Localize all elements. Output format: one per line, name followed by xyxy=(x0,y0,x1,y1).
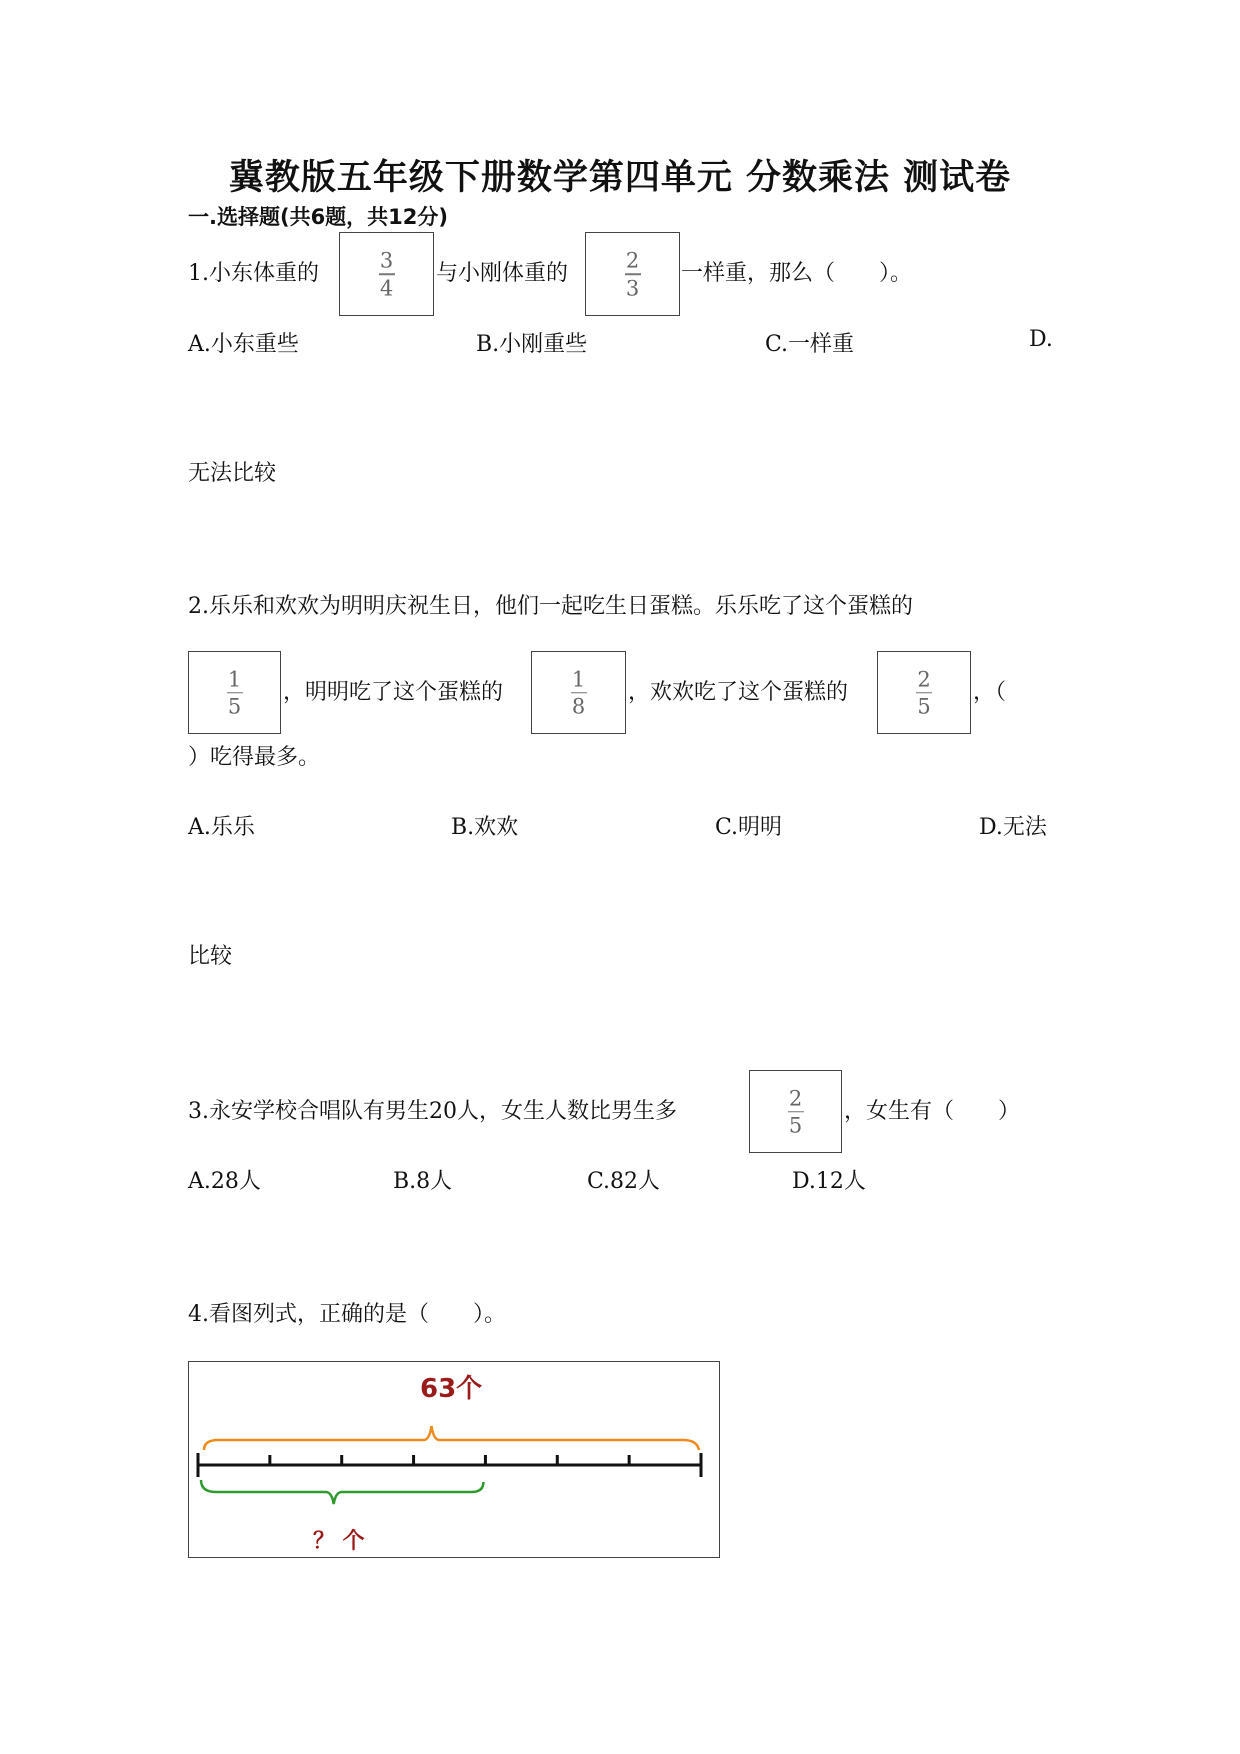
q3-suffix: ，女生有（ ） xyxy=(844,1099,1021,1124)
fraction-bar xyxy=(625,273,641,275)
section-heading: 一.选择题(共6题，共12分) xyxy=(188,205,449,229)
q1-option-b[interactable]: B.小刚重些 xyxy=(476,332,588,357)
fraction-numerator: 2 xyxy=(917,666,931,691)
fraction-bar xyxy=(788,1111,804,1113)
q2-mid-2: ，欢欢吃了这个蛋糕的 xyxy=(628,680,849,705)
q3-fraction-box xyxy=(749,1070,842,1153)
q2-tail: ，（ xyxy=(973,680,1007,705)
q2-option-b[interactable]: B.欢欢 xyxy=(451,815,519,840)
fraction-numerator: 1 xyxy=(571,666,586,691)
fraction-denominator: 5 xyxy=(788,1113,803,1138)
fraction-numerator: 2 xyxy=(625,248,640,273)
q1-option-d[interactable]: D. xyxy=(1029,327,1053,352)
q2-fraction-box-1 xyxy=(188,651,281,734)
part-brace xyxy=(201,1480,483,1504)
q3-option-d[interactable]: D.12人 xyxy=(792,1169,866,1194)
total-label: 63个 xyxy=(420,1374,483,1404)
q2-line-1: 2.乐乐和欢欢为明明庆祝生日，他们一起吃生日蛋糕。乐乐吃了这个蛋糕的 xyxy=(188,594,913,619)
q2-option-d[interactable]: D.无法 xyxy=(979,815,1047,840)
total-brace xyxy=(204,1426,699,1450)
fraction-denominator: 4 xyxy=(379,275,394,300)
part-label: ？ 个 xyxy=(313,1529,365,1554)
q2-option-c[interactable]: C.明明 xyxy=(715,815,783,840)
q1-fraction-box-2 xyxy=(585,232,680,316)
fraction-bar xyxy=(379,273,395,275)
segment-diagram-svg xyxy=(189,1362,718,1556)
q1-fraction-box-1 xyxy=(339,232,434,316)
fraction-numerator: 1 xyxy=(227,666,242,691)
fraction-bar xyxy=(227,692,243,694)
fraction-bar xyxy=(571,692,587,694)
q1-prefix: 1.小东体重的 xyxy=(188,261,319,286)
q3-prefix: 3.永安学校合唱队有男生20人，女生人数比男生多 xyxy=(188,1099,677,1124)
q2-mid-1: ，明明吃了这个蛋糕的 xyxy=(283,680,504,705)
q4-diagram xyxy=(188,1361,720,1558)
q3-option-b[interactable]: B.8人 xyxy=(393,1169,453,1194)
q2-line-3: ）吃得最多。 xyxy=(188,745,321,770)
q3-option-a[interactable]: A.28人 xyxy=(188,1169,261,1194)
q1-suffix: 一样重，那么（ ）。 xyxy=(681,261,913,286)
fraction-bar xyxy=(916,692,932,694)
fraction-numerator: 2 xyxy=(788,1085,803,1110)
q2-option-d-continued[interactable]: 比较 xyxy=(188,944,233,969)
q1-option-a[interactable]: A.小东重些 xyxy=(188,332,299,357)
q1-option-d-continued[interactable]: 无法比较 xyxy=(188,461,277,486)
page-title: 冀教版五年级下册数学第四单元 分数乘法 测试卷 xyxy=(228,158,1012,198)
q4-stem: 4.看图列式，正确的是（ ）。 xyxy=(188,1302,506,1327)
fraction-denominator: 3 xyxy=(625,275,640,300)
q1-option-c[interactable]: C.一样重 xyxy=(765,332,855,357)
fraction-denominator: 5 xyxy=(227,694,242,719)
q3-option-c[interactable]: C.82人 xyxy=(587,1169,661,1194)
q1-middle: 与小刚体重的 xyxy=(436,261,569,286)
fraction-numerator: 3 xyxy=(379,248,394,273)
q2-fraction-box-2 xyxy=(531,651,626,734)
q2-option-a[interactable]: A.乐乐 xyxy=(188,815,255,840)
fraction-denominator: 8 xyxy=(571,694,586,719)
q2-fraction-box-3 xyxy=(877,651,971,734)
fraction-denominator: 5 xyxy=(917,694,931,719)
